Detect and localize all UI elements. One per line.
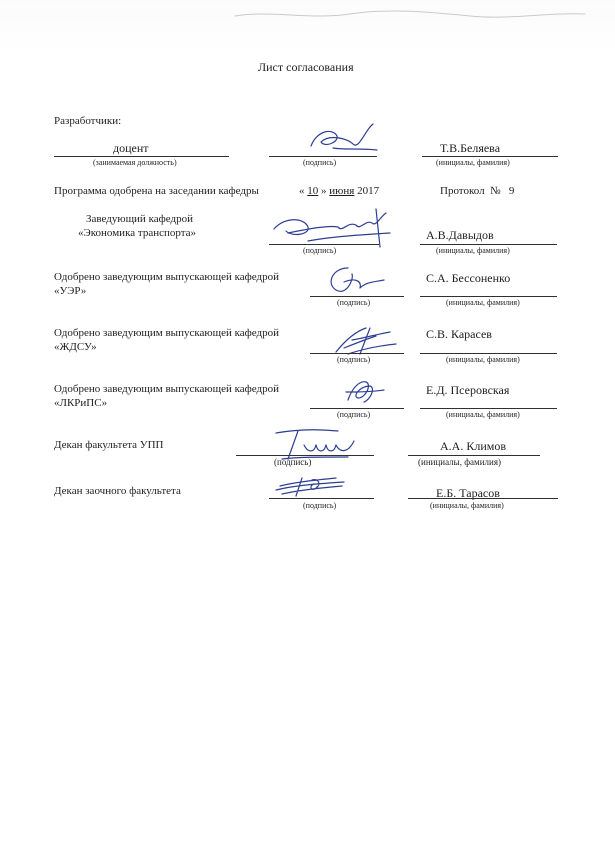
uer-signature <box>318 260 390 300</box>
dean-zaoch-signature <box>272 472 352 500</box>
dean-zaoch-signature-line <box>269 498 374 499</box>
head-name: А.В.Давыдов <box>426 228 494 242</box>
hint-initials: (инициалы, фамилия) <box>418 457 501 467</box>
approved-uer-line1: Одобрено заведующим выпускающей кафедрой <box>54 271 280 283</box>
dean-zaoch-label: Декан заочного факультета <box>54 485 181 497</box>
lkrips-signature-line <box>310 408 404 409</box>
approved-zhdsu-line2: «ЖДСУ» <box>54 341 97 353</box>
uer-signature-line <box>310 296 404 297</box>
developer-position-line <box>54 156 229 157</box>
lkrips-name-line <box>420 408 557 409</box>
zhdsu-name-line <box>420 353 557 354</box>
approved-uer-line2: «УЭР» <box>54 285 87 297</box>
developer-name-line <box>422 156 558 157</box>
developer-position: доцент <box>113 141 149 155</box>
hint-initials: (инициалы, фамилия) <box>436 158 510 167</box>
dean-upp-name-line <box>408 455 540 456</box>
hint-position: (занимаемая должность) <box>93 158 177 167</box>
dean-upp-name: А.А. Климов <box>440 439 507 453</box>
hint-signature: (подпись) <box>274 457 312 467</box>
hint-signature: (подпись) <box>303 158 337 167</box>
approval-date <box>299 185 379 198</box>
dean-upp-signature-line <box>236 455 374 456</box>
head-name-line <box>420 244 557 245</box>
head-department: «Экономика транспорта» <box>78 227 197 239</box>
protocol-label: Протокол <box>440 185 485 197</box>
uer-name: С.А. Бессоненко <box>426 271 511 285</box>
head-title: Заведующий кафедрой <box>86 213 193 225</box>
protocol-number: 9 <box>508 185 515 197</box>
lkrips-name: Е.Д. Псеровская <box>426 383 510 397</box>
dean-upp-label: Декан факультета УПП <box>54 439 164 451</box>
hint-initials: (инициалы, фамилия) <box>446 410 520 419</box>
approval-year: 2017 <box>357 185 380 197</box>
developer-signature <box>303 120 383 158</box>
head-signature-line <box>269 244 379 245</box>
approved-lkrips-line1: Одобрено заведующим выпускающей кафедрой <box>54 383 280 395</box>
zhdsu-name: С.В. Карасев <box>426 327 492 341</box>
approval-day: 10 <box>307 185 319 197</box>
hint-signature: (подпись) <box>303 246 337 255</box>
protocol-sign: № <box>490 185 501 197</box>
dean-zaoch-name-line <box>408 498 558 499</box>
zhdsu-signature-line <box>310 353 404 354</box>
hint-signature: (подпись) <box>337 298 371 307</box>
developers-label: Разработчики: <box>54 115 122 127</box>
hint-signature: (подпись) <box>303 501 337 510</box>
page-title: Лист согласования <box>258 60 354 74</box>
approved-lkrips-line2: «ЛКРиПС» <box>54 397 108 409</box>
hint-initials: (инициалы, фамилия) <box>446 298 520 307</box>
developer-name: Т.В.Беляева <box>440 141 501 155</box>
dean-zaoch-name: Е.Б. Тарасов <box>436 486 500 500</box>
approval-text: Программа одобрена на заседании кафедры <box>54 185 259 197</box>
hint-initials: (инициалы, фамилия) <box>430 501 504 510</box>
approval-month: июня <box>329 185 355 197</box>
quote-close: » <box>321 185 327 197</box>
hint-signature: (подпись) <box>337 410 371 419</box>
hint-signature: (подпись) <box>337 355 371 364</box>
hint-initials: (инициалы, фамилия) <box>436 246 510 255</box>
developer-signature-line <box>269 156 377 157</box>
protocol <box>440 185 514 198</box>
approved-zhdsu-line1: Одобрено заведующим выпускающей кафедрой <box>54 327 280 339</box>
quote-open: « <box>299 185 305 197</box>
hint-initials: (инициалы, фамилия) <box>446 355 520 364</box>
uer-name-line <box>420 296 557 297</box>
lkrips-signature <box>338 372 388 408</box>
scan-artifact <box>230 4 590 26</box>
